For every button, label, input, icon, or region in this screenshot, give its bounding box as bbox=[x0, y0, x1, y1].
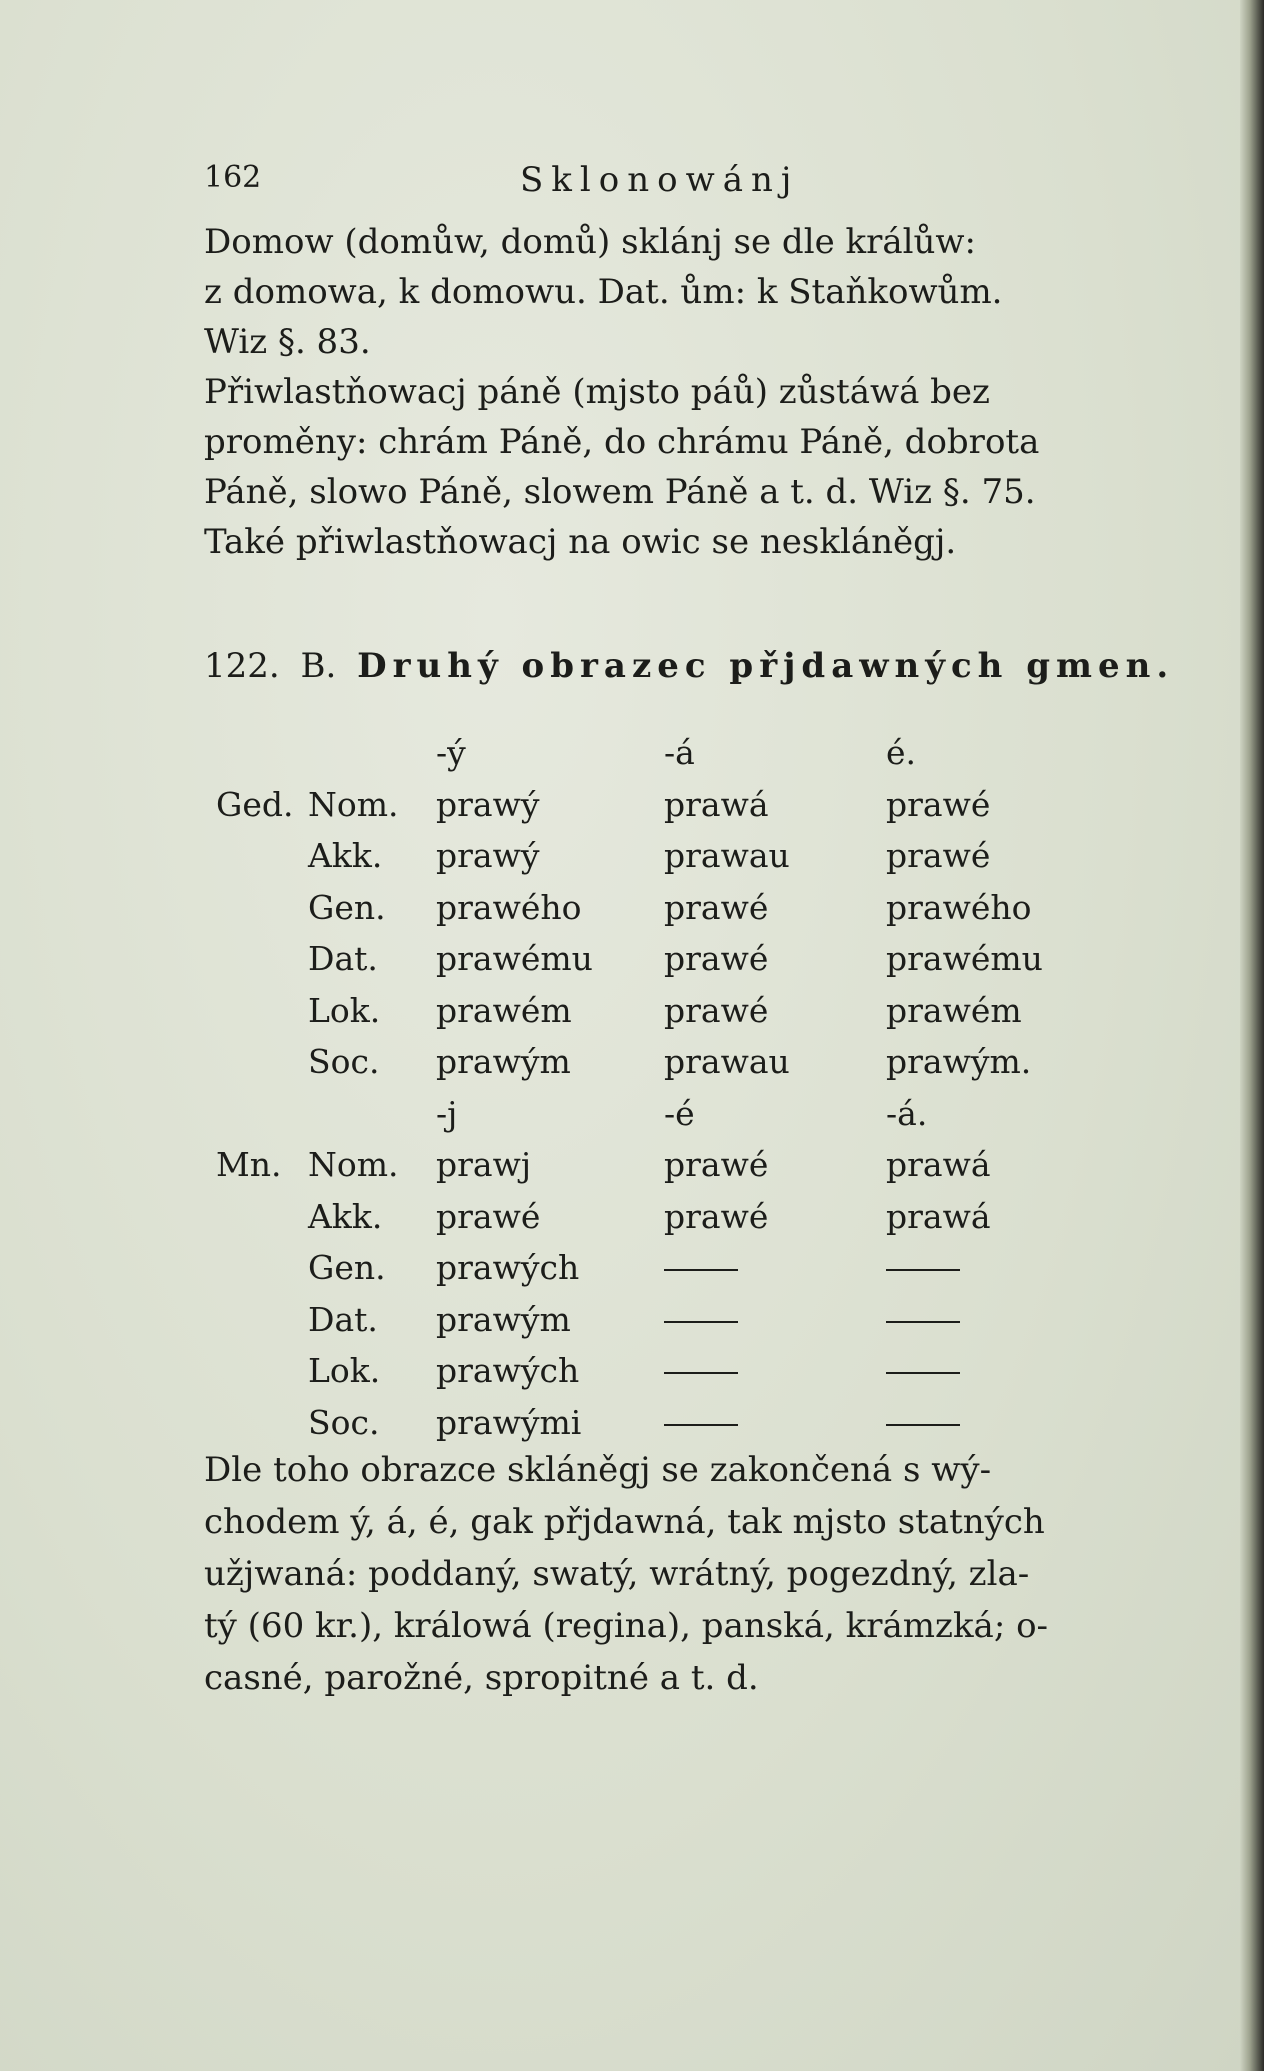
form-feminine: prawau bbox=[664, 1042, 790, 1081]
form-masculine: prawým bbox=[436, 1042, 571, 1081]
case-label: Dat. bbox=[308, 939, 378, 978]
form-masculine: prawými bbox=[436, 1402, 582, 1442]
empty-cell-dash bbox=[886, 1300, 960, 1340]
empty-cell-dash bbox=[886, 1248, 960, 1288]
empty-cell-dash bbox=[664, 1403, 738, 1443]
case-label: Akk. bbox=[308, 1196, 383, 1236]
page-number: 162 bbox=[204, 160, 262, 195]
form-neuter: prawá bbox=[886, 1145, 991, 1184]
ending-header: -j bbox=[436, 1093, 458, 1133]
case-label: Nom. bbox=[308, 1145, 399, 1184]
case-label: Akk. bbox=[308, 836, 383, 875]
section-letter: B. bbox=[300, 646, 337, 686]
section-number: 122. bbox=[204, 646, 280, 686]
case-label: Gen. bbox=[308, 1248, 386, 1287]
case-label: Lok. bbox=[308, 1351, 381, 1390]
form-masculine: prawj bbox=[436, 1145, 532, 1184]
form-feminine: prawá bbox=[664, 784, 769, 824]
form-masculine: prawému bbox=[436, 939, 593, 978]
form-masculine: prawého bbox=[436, 887, 582, 927]
paragraph-line: proměny: chrám Páně, do chrámu Páně, dobrota bbox=[204, 422, 1040, 462]
case-label: Gen. bbox=[308, 887, 386, 927]
form-feminine: prawau bbox=[664, 836, 790, 875]
empty-cell-dash bbox=[664, 1248, 738, 1288]
page-header bbox=[204, 160, 1100, 200]
form-neuter: prawého bbox=[886, 887, 1032, 927]
form-masculine: prawých bbox=[436, 1351, 580, 1390]
section-title: Druhý obrazec přjdawných gmen. bbox=[357, 646, 1175, 686]
number-label-plural: Mn. bbox=[216, 1145, 282, 1184]
form-masculine: prawém bbox=[436, 990, 572, 1030]
form-neuter: prawém bbox=[886, 990, 1022, 1030]
empty-cell-dash bbox=[886, 1403, 960, 1443]
paragraph-line: Wiz §. 83. bbox=[204, 322, 371, 362]
paragraph-line: z domowa, k domowu. Dat. ům: k Staňkowům. bbox=[204, 272, 1003, 312]
closing-line: tý (60 kr.), králowá (regina), panská, krámzká; o- bbox=[204, 1606, 1049, 1646]
ending-header: é. bbox=[886, 733, 917, 772]
form-masculine: prawý bbox=[436, 836, 540, 875]
page-edge bbox=[1240, 0, 1264, 2071]
case-label: Nom. bbox=[308, 784, 399, 824]
closing-line: Dle toho obrazce skláněgj se zakončená s wý- bbox=[204, 1450, 992, 1490]
ending-header: -á. bbox=[886, 1093, 928, 1133]
paragraph-line: Přiwlastňowacj páně (mjsto páů) zůstáwá bez bbox=[204, 372, 990, 412]
section-heading bbox=[204, 646, 1175, 686]
case-label: Soc. bbox=[308, 1042, 380, 1081]
form-feminine: prawé bbox=[664, 1196, 769, 1236]
number-label-singular: Ged. bbox=[216, 784, 294, 824]
case-label: Dat. bbox=[308, 1299, 378, 1339]
empty-cell-dash bbox=[886, 1351, 960, 1391]
form-feminine: prawé bbox=[664, 1145, 769, 1184]
closing-line: užjwaná: poddaný, swatý, wrátný, pogezdný, zla- bbox=[204, 1554, 1030, 1594]
ending-header: -ý bbox=[436, 733, 466, 772]
ending-header: -é bbox=[664, 1093, 695, 1133]
form-neuter: prawé bbox=[886, 784, 991, 824]
form-feminine: prawé bbox=[664, 939, 769, 978]
form-neuter: prawým. bbox=[886, 1042, 1032, 1081]
form-feminine: prawé bbox=[664, 887, 769, 927]
paragraph-line: Také přiwlastňowacj na owic se neskláněgj. bbox=[204, 522, 957, 562]
closing-line: chodem ý, á, é, gak přjdawná, tak mjsto statných bbox=[204, 1502, 1045, 1542]
form-masculine: prawým bbox=[436, 1299, 571, 1339]
paragraph-line: Domow (domůw, domů) sklánj se dle králůw: bbox=[204, 222, 976, 262]
form-masculine: prawých bbox=[436, 1248, 580, 1287]
empty-cell-dash bbox=[664, 1351, 738, 1391]
case-label: Soc. bbox=[308, 1402, 380, 1442]
ending-header: -á bbox=[664, 733, 695, 772]
form-feminine: prawé bbox=[664, 990, 769, 1030]
form-neuter: prawá bbox=[886, 1196, 991, 1236]
form-neuter: prawé bbox=[886, 836, 991, 875]
form-masculine: prawé bbox=[436, 1196, 541, 1236]
paragraph-line: Páně, slowo Páně, slowem Páně a t. d. Wiz §. 75. bbox=[204, 472, 1036, 512]
case-label: Lok. bbox=[308, 990, 381, 1030]
form-masculine: prawý bbox=[436, 784, 540, 824]
form-neuter: prawému bbox=[886, 939, 1043, 978]
closing-line: casné, parožné, spropitné a t. d. bbox=[204, 1658, 759, 1698]
empty-cell-dash bbox=[664, 1300, 738, 1340]
running-title: Sklonowánj bbox=[520, 160, 800, 200]
